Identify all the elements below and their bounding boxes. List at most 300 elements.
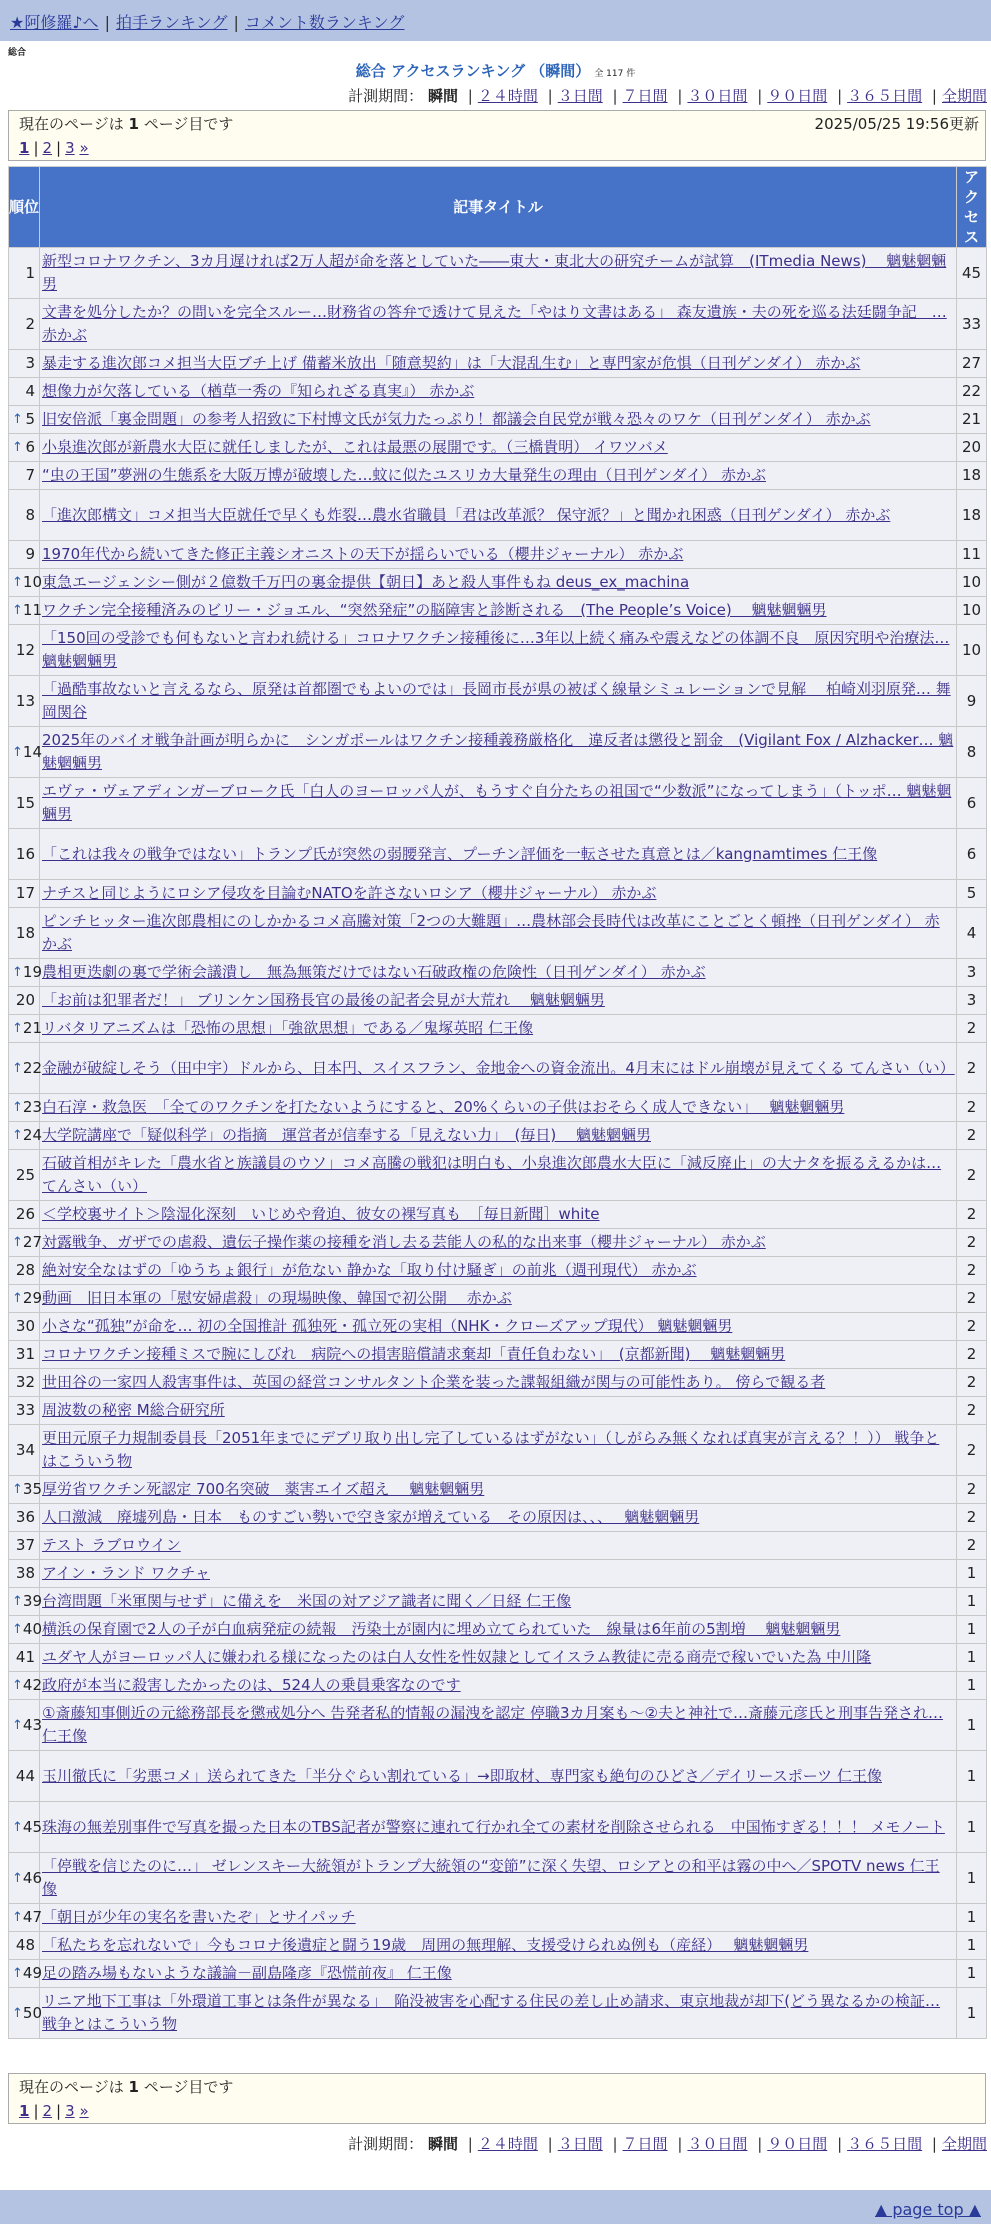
rank-cell (9, 1285, 40, 1313)
article-title-link[interactable]: 更田元原子力規制委員長「2051年までにデブリ取り出し完了しているはずがない」（しがらみ無くなれば真実が言える？！）） 戦争とはこういう物 (42, 1429, 940, 1470)
article-title-link[interactable]: 小泉進次郎が新農水大臣に就任しましたが、これは最悪の展開です。（三橋貴明） イワツバメ (42, 438, 668, 456)
rank-number: 38 (15, 1564, 35, 1582)
access-count: 2 (957, 1504, 987, 1532)
table-row (9, 406, 987, 434)
rank-up-arrow-icon: ↑ (12, 1235, 23, 1250)
rank-number: 37 (15, 1536, 35, 1554)
table-row (9, 676, 987, 727)
article-title-link[interactable]: リニア地下工事は「外環道工事とは条件が異なる」 陥没被害を心配する住民の差し止め請求、東京地裁が却下(どう異なるかの検証… 戦争とはこういう物 (42, 1992, 941, 2033)
title-cell (40, 1122, 957, 1150)
access-count: 1 (957, 1988, 987, 2039)
access-count: 2 (957, 1397, 987, 1425)
pager: 1 | 2 | 3 » (19, 2102, 89, 2120)
rank-up-arrow-icon: ↑ (12, 1622, 23, 1637)
rank-cell (9, 434, 40, 462)
rank-number: 35 (22, 1480, 42, 1498)
col-access-header: アクセス (957, 167, 987, 248)
rank-cell (9, 1201, 40, 1229)
article-title-link[interactable]: 暴走する進次郎コメ担当大臣ブチ上げ 備蓄米放出「随意契約」は「大混乱生む」と専門家が危惧（日刊ゲンダイ） 赤かぶ (42, 354, 861, 372)
article-title-link[interactable]: 世田谷の一家四人殺害事件は、英国の経営コンサルタント企業を装った諜報組織が関与の可能性あり。 傍らで観る者 (42, 1373, 826, 1391)
access-count: 3 (957, 987, 987, 1015)
table-row (9, 1229, 987, 1257)
table-row (9, 299, 987, 350)
article-title-link[interactable]: 東急エージェンシー側が２億数千万円の裏金提供【朝日】あと殺人事件もね deus_ex_machina (42, 573, 690, 591)
article-title-link[interactable]: 厚労省ワクチン死認定 700名突破 薬害エイズ超え 魑魅魍魎男 (42, 1480, 485, 1498)
rank-number: 28 (15, 1261, 35, 1279)
table-row (9, 1672, 987, 1700)
article-title-link[interactable]: ユダヤ人がヨーロッパ人に嫌われる様になったのは白人女性を性奴隷としてイスラム教徒に売る商売で稼いでいた為 中川隆 (42, 1648, 872, 1666)
table-row (9, 1932, 987, 1960)
period-90d[interactable]: ９０日間 (767, 87, 828, 105)
rank-cell (9, 350, 40, 378)
rank-number: 24 (22, 1126, 42, 1144)
rank-up-arrow-icon: ↑ (12, 1060, 23, 1076)
title-cell (40, 1588, 957, 1616)
access-count: 2 (957, 1043, 987, 1094)
table-row (9, 727, 987, 778)
rank-number: 47 (22, 1908, 42, 1926)
article-title-link[interactable]: エヴァ・ヴェアディンガーブローク氏「白人のヨーロッパ人が、もうすぐ自分たちの祖国で“少数派”になってしまう」（トッポ… 魑魅魍魎男 (42, 782, 952, 823)
access-count: 2 (957, 1201, 987, 1229)
period-365d[interactable]: ３６５日間 (847, 87, 923, 105)
access-count: 10 (957, 597, 987, 625)
table-row (9, 248, 987, 299)
article-title-link[interactable]: ナチスと同じようにロシア侵攻を目論むNATOを許さないロシア（櫻井ジャーナル） 赤かぶ (42, 884, 657, 902)
title-cell (40, 987, 957, 1015)
article-title-link[interactable]: 農相更迭劇の裏で学術会議潰し 無為無策だけではない石破政権の危険性（日刊ゲンダイ） 赤かぶ (42, 963, 706, 981)
title-cell (40, 1616, 957, 1644)
rank-cell (9, 1504, 40, 1532)
rank-number: 2 (25, 314, 35, 333)
rank-cell (9, 727, 40, 778)
page-1-link[interactable]: 1 (19, 139, 30, 157)
page-3-link[interactable]: 3 (65, 2102, 75, 2120)
article-title-link[interactable]: テスト ラブロウイン (42, 1536, 181, 1554)
table-row (9, 1988, 987, 2039)
article-title-link[interactable]: 石破首相がキレた「農水省と族議員のウソ」コメ高騰の戦犯は明白も、小泉進次郎農水大臣に「減反廃止」の大ナタを振るえるかは… てんさい（い） (42, 1154, 942, 1195)
pagination-top: 現在のページは 1 ページ目です 2025/05/25 19:56更新 1 | 2 | 3 » (8, 110, 986, 161)
rank-up-arrow-icon: ↑ (12, 1966, 23, 1981)
next-page-link[interactable]: » (79, 2102, 89, 2120)
article-title-link[interactable]: 珠海の無差別事件で写真を撮った日本のTBS記者が警察に連れて行かれ全ての素材を削除させられる 中国怖すぎる！！！ メモノート (42, 1817, 945, 1836)
rank-number: 17 (15, 884, 35, 902)
article-title-link[interactable]: 「お前は犯罪者だ！」 ブリンケン国務長官の最後の記者会見が大荒れ 魑魅魍魎男 (42, 991, 605, 1009)
access-count: 1 (957, 1588, 987, 1616)
title-cell (40, 1504, 957, 1532)
page-2-link[interactable]: 2 (42, 2102, 53, 2120)
article-title-link[interactable]: アイン・ランド ワクチャ (42, 1564, 210, 1582)
table-row (9, 1802, 987, 1853)
access-count: 1 (957, 1751, 987, 1802)
rank-up-arrow-icon: ↑ (12, 575, 23, 590)
rank-number: 13 (15, 691, 35, 710)
table-row (9, 1960, 987, 1988)
rank-up-arrow-icon: ↑ (12, 1819, 23, 1835)
rank-cell (9, 1802, 40, 1853)
rank-cell (9, 1476, 40, 1504)
home-link[interactable]: ★阿修羅♪へ (10, 13, 99, 32)
title-cell (40, 569, 957, 597)
table-row (9, 880, 987, 908)
access-count: 2 (957, 1015, 987, 1043)
rank-up-arrow-icon: ↑ (12, 412, 23, 427)
rank-cell (9, 829, 40, 880)
title-cell (40, 1313, 957, 1341)
article-title-link[interactable]: 足の踏み場もないような議論－副島隆彦『恐慌前夜』 仁王像 (42, 1964, 452, 1982)
rank-cell (9, 462, 40, 490)
article-title-link[interactable]: 小さな“孤独”が命を… 初の全国推計 孤独死・孤立死の実相（NHK・クローズアップ現代） 魑魅魍魎男 (42, 1317, 733, 1335)
title-cell (40, 1560, 957, 1588)
rank-cell (9, 1043, 40, 1094)
access-count: 1 (957, 1932, 987, 1960)
page-top-link[interactable]: ▲ page top ▲ (874, 2200, 981, 2219)
rank-up-arrow-icon: ↑ (12, 1870, 23, 1886)
article-title-link[interactable]: ピンチヒッター進次郎農相にのしかかるコメ高騰対策「2つの大難題」…農林部会長時代は改革にことごとく頓挫（日刊ゲンダイ） 赤かぶ (42, 912, 940, 953)
access-count: 1 (957, 1616, 987, 1644)
article-title-link[interactable]: 絶対安全なはずの「ゆうちょ銀行」が危ない 静かな「取り付け騒ぎ」の前兆（週刊現代） 赤かぶ (42, 1261, 697, 1279)
access-count: 21 (957, 406, 987, 434)
rank-number: 7 (25, 466, 35, 484)
access-count: 1 (957, 1700, 987, 1751)
rank-cell (9, 1015, 40, 1043)
access-count: 18 (957, 462, 987, 490)
rank-cell (9, 1532, 40, 1560)
rank-cell (9, 987, 40, 1015)
article-title-link[interactable]: 2025年のバイオ戦争計画が明らかに シンガポールはワクチン接種義務厳格化 違反者は懲役と罰金 (Vigilant Fox / Alzhacker… 魑魅魍魎男 (42, 731, 954, 772)
item-count: 全 117 件 (594, 69, 636, 79)
rank-cell (9, 248, 40, 299)
access-count: 2 (957, 1122, 987, 1150)
table-row (9, 1397, 987, 1425)
access-count: 2 (957, 1532, 987, 1560)
article-title-link[interactable]: 金融が破綻しそう（田中宇）ドルから、日本円、スイスフラン、金地金への資金流出。4月末にはドル崩壊が見えてくる てんさい（い） (42, 1058, 955, 1077)
col-title-header: 記事タイトル (40, 167, 957, 248)
article-title-link[interactable]: 「朝日が少年の実名を書いたぞ」とサイパッチ (42, 1908, 356, 1926)
table-row (9, 434, 987, 462)
access-count: 1 (957, 1853, 987, 1904)
title-cell (40, 625, 957, 676)
article-title-link[interactable]: “虫の王国”夢洲の生態系を大阪万博が破壊した…蚊に似たユスリカ大量発生の理由（日刊ゲンダイ） 赤かぶ (42, 466, 766, 484)
article-title-link[interactable]: 白石淳・救急医 「全てのワクチンを打たないようにすると、20%くらいの子供はおそらく成人できない」 魑魅魍魎男 (42, 1098, 845, 1116)
rank-number: 29 (22, 1289, 42, 1307)
access-count: 6 (957, 829, 987, 880)
rank-up-arrow-icon: ↑ (12, 2005, 23, 2021)
title-cell (40, 1043, 957, 1094)
rank-number: 30 (15, 1317, 35, 1335)
access-count: 3 (957, 959, 987, 987)
rank-cell (9, 1644, 40, 1672)
title-cell (40, 462, 957, 490)
access-count: 10 (957, 569, 987, 597)
rank-number: 39 (22, 1592, 42, 1610)
title-cell (40, 1988, 957, 2039)
article-title-link[interactable]: 動画 旧日本軍の「慰安婦虐殺」の現場映像、韓国で初公開 赤かぶ (42, 1289, 512, 1307)
article-title-link[interactable]: 新型コロナワクチン、3カ月遅ければ2万人超が命を落としていた――東大・東北大の研究チームが試算 (ITmedia News) 魑魅魍魎男 (42, 252, 947, 293)
period-3d[interactable]: ３日間 (557, 87, 603, 105)
table-row (9, 1504, 987, 1532)
period-3d[interactable]: ３日間 (557, 2135, 603, 2153)
article-title-link[interactable]: 「停戦を信じたのに…」 ゼレンスキー大統領がトランプ大統領の“変節”に深く失望、ロシアとの和平は霧の中へ／SPOTV news 仁王像 (42, 1857, 940, 1898)
table-row (9, 490, 987, 541)
article-title-link[interactable]: 旧安倍派「裏金問題」の参考人招致に下村博文氏が気力たっぷり！都議会自民党が戦々恐々のワケ（日刊ゲンダイ） 赤かぶ (42, 410, 871, 428)
rank-number: 42 (22, 1676, 42, 1694)
period-24h[interactable]: ２４時間 (477, 2135, 538, 2153)
page-title: 総合 アクセスランキング （瞬間） (355, 62, 591, 80)
table-row (9, 1853, 987, 1904)
period-current: 瞬間 (427, 2135, 458, 2153)
category-tag: 総合 (8, 48, 27, 58)
rank-number: 9 (25, 545, 35, 563)
table-row (9, 1644, 987, 1672)
title-cell (40, 778, 957, 829)
article-title-link[interactable]: ①斎藤知事側近の元総務部長を懲戒処分へ 告発者私的情報の漏洩を認定 停職3カ月案も～②夫と神社で…斎藤元彦氏と刑事告発され… 仁王像 (42, 1704, 943, 1745)
period-90d[interactable]: ９０日間 (767, 2135, 828, 2153)
table-row (9, 908, 987, 959)
rank-number: 10 (22, 573, 42, 591)
access-count: 1 (957, 1802, 987, 1853)
rank-cell (9, 1988, 40, 2039)
rank-number: 5 (25, 410, 35, 428)
rank-up-arrow-icon: ↑ (12, 1482, 23, 1497)
access-count: 1 (957, 1960, 987, 1988)
article-title-link[interactable]: 対露戦争、ガザでの虐殺、遺伝子操作薬の接種を消し去る芸能人の私的な出来事（櫻井ジャーナル） 赤かぶ (42, 1233, 766, 1251)
table-row (9, 1425, 987, 1476)
rank-cell (9, 1369, 40, 1397)
rank-cell (9, 569, 40, 597)
title-cell (40, 406, 957, 434)
rank-number: 26 (15, 1205, 35, 1223)
article-title-link[interactable]: 「150回の受診でも何もないと言われ続ける」コロナワクチン接種後に…3年以上続く痛みや震えなどの体調不良 原因究明や治療法… 魑魅魍魎男 (42, 629, 950, 670)
article-title-link[interactable]: ワクチン完全接種済みのビリー・ジョエル、“突然発症”の脳障害と診断される (The People’s Voice) 魑魅魍魎男 (42, 601, 827, 619)
title-cell (40, 350, 957, 378)
rank-cell (9, 959, 40, 987)
rank-number: 16 (15, 844, 35, 863)
title-cell (40, 378, 957, 406)
table-row (9, 1122, 987, 1150)
access-count: 22 (957, 378, 987, 406)
table-row (9, 378, 987, 406)
rank-cell (9, 1853, 40, 1904)
col-rank-header: 順位 (9, 167, 40, 248)
article-title-link[interactable]: 「過酷事故ないと言えるなら、原発は首都圏でもよいのでは」長岡市長が県の被ばく線量シミュレーションで見解 柏崎刈羽原発… 舞岡関谷 (42, 680, 951, 721)
article-title-link[interactable]: 政府が本当に殺害したかったのは、524人の乗員乗客なのです (42, 1676, 461, 1694)
access-count: 2 (957, 1425, 987, 1476)
rank-number: 20 (15, 991, 35, 1009)
table-row (9, 1201, 987, 1229)
rank-cell (9, 541, 40, 569)
comment-ranking-link[interactable]: コメント数ランキング (244, 13, 405, 32)
next-page-link[interactable]: » (79, 139, 89, 157)
title-cell (40, 1341, 957, 1369)
period-7d[interactable]: ７日間 (622, 87, 668, 105)
rank-cell (9, 1397, 40, 1425)
table-row (9, 829, 987, 880)
period-30d[interactable]: ３０日間 (687, 2135, 748, 2153)
rank-cell (9, 1700, 40, 1751)
table-row (9, 987, 987, 1015)
rank-up-arrow-icon: ↑ (12, 744, 23, 760)
access-count: 2 (957, 1094, 987, 1122)
access-count: 27 (957, 350, 987, 378)
rank-number: 23 (22, 1098, 42, 1116)
period-selector-top: 計測期間： 瞬間 | ２４時間 | ３日間 | ７日間 | ３０日間 | ９０日間 | ３６５日間 | 全期間 (348, 87, 987, 105)
rank-number: 46 (22, 1868, 42, 1887)
title-cell (40, 959, 957, 987)
period-all[interactable]: 全期間 (941, 2135, 987, 2153)
clap-ranking-link[interactable]: 拍手ランキング (115, 13, 228, 32)
rank-number: 32 (15, 1373, 35, 1391)
article-title-link[interactable]: 玉川徹氏に「劣悪コメ」送られてきた「半分ぐらい割れている」→即取材、専門家も絶句のひどさ／デイリースポーツ 仁王像 (42, 1766, 882, 1785)
access-count: 2 (957, 1285, 987, 1313)
table-row (9, 569, 987, 597)
rank-up-arrow-icon: ↑ (12, 1128, 23, 1143)
access-count: 2 (957, 1476, 987, 1504)
rank-number: 43 (22, 1715, 42, 1734)
article-title-link[interactable]: 想像力が欠落している（楢草一秀の『知られざる真実』） 赤かぶ (42, 382, 475, 400)
article-title-link[interactable]: 横浜の保育園で2人の子が白血病発症の続報 汚染土が園内に埋め立てられていた 線量は6年前の5割増 魑魅魍魎男 (42, 1620, 841, 1638)
rank-up-arrow-icon: ↑ (12, 1021, 23, 1036)
rank-cell (9, 378, 40, 406)
period-24h[interactable]: ２４時間 (477, 87, 538, 105)
page-2-link[interactable]: 2 (42, 139, 53, 157)
title-cell (40, 1672, 957, 1700)
rank-up-arrow-icon: ↑ (12, 1910, 23, 1925)
rank-cell (9, 597, 40, 625)
rank-cell (9, 1122, 40, 1150)
rank-number: 34 (15, 1440, 35, 1459)
article-title-link[interactable]: 1970年代から続いてきた修正主義シオニストの天下が揺らいでいる（櫻井ジャーナル） 赤かぶ (42, 545, 684, 563)
period-365d[interactable]: ３６５日間 (847, 2135, 923, 2153)
rank-up-arrow-icon: ↑ (12, 440, 23, 455)
rank-cell (9, 676, 40, 727)
table-row (9, 462, 987, 490)
rank-number: 18 (15, 923, 35, 942)
page-1-link[interactable]: 1 (19, 2102, 30, 2120)
rank-up-arrow-icon: ↑ (12, 965, 23, 980)
access-count: 4 (957, 908, 987, 959)
access-count: 45 (957, 248, 987, 299)
period-all[interactable]: 全期間 (941, 87, 987, 105)
rank-number: 21 (22, 1019, 42, 1037)
table-row (9, 1560, 987, 1588)
title-cell (40, 908, 957, 959)
access-count: 1 (957, 1644, 987, 1672)
rank-cell (9, 1341, 40, 1369)
article-title-link[interactable]: 周波数の秘密 M総合研究所 (42, 1401, 225, 1419)
rank-cell (9, 1425, 40, 1476)
table-row (9, 1043, 987, 1094)
rank-number: 6 (25, 438, 35, 456)
access-count: 1 (957, 1560, 987, 1588)
rank-number: 25 (15, 1165, 35, 1184)
rank-number: 22 (22, 1058, 42, 1077)
title-cell (40, 829, 957, 880)
rank-cell (9, 1960, 40, 1988)
article-title-link[interactable]: コロナワクチン接種ミスで腕にしびれ 病院への損害賠償請求棄却「責任負わない」 (京都新聞) 魑魅魍魎男 (42, 1345, 786, 1363)
article-title-link[interactable]: 大学院講座で「疑似科学」の指摘 運営者が信奉する「見えない力」 (毎日) 魑魅魍魎男 (42, 1126, 651, 1144)
rank-number: 40 (22, 1620, 42, 1638)
article-title-link[interactable]: 台湾問題「米軍関与せず」に備えを 米国の対アジア識者に聞く／日経 仁王像 (42, 1592, 572, 1610)
table-row (9, 1700, 987, 1751)
table-row (9, 1313, 987, 1341)
title-cell (40, 727, 957, 778)
access-count: 10 (957, 625, 987, 676)
period-30d[interactable]: ３０日間 (687, 87, 748, 105)
title-cell (40, 1369, 957, 1397)
rank-cell (9, 1150, 40, 1201)
access-count: 2 (957, 1369, 987, 1397)
title-cell (40, 1015, 957, 1043)
table-row (9, 1257, 987, 1285)
page-3-link[interactable]: 3 (65, 139, 75, 157)
access-count: 2 (957, 1229, 987, 1257)
rank-cell (9, 1560, 40, 1588)
rank-number: 4 (25, 382, 35, 400)
title-cell (40, 1751, 957, 1802)
title-cell (40, 1802, 957, 1853)
rank-up-arrow-icon: ↑ (12, 603, 23, 618)
article-title-link[interactable]: 「進次郎構文」コメ担当大臣就任で早くも炸裂…農水省職員「君は改革派？ 保守派？」と聞かれ困惑（日刊ゲンダイ） 赤かぶ (42, 505, 891, 524)
rank-number: 50 (22, 2003, 42, 2022)
access-count: 2 (957, 1313, 987, 1341)
rank-up-arrow-icon: ↑ (12, 1717, 23, 1733)
rank-cell (9, 1588, 40, 1616)
rank-cell (9, 880, 40, 908)
title-cell (40, 1201, 957, 1229)
rank-cell (9, 1932, 40, 1960)
top-nav-bar: ★阿修羅♪へ | 拍手ランキング | コメント数ランキング (0, 0, 991, 41)
table-row (9, 1369, 987, 1397)
article-title-link[interactable]: リバタリアニズムは「恐怖の思想」「強欲思想」である／鬼塚英昭 仁王像 (42, 1019, 534, 1037)
rank-cell (9, 1751, 40, 1802)
pagination-bottom: 現在のページは 1 ページ目です 1 | 2 | 3 » (8, 2073, 986, 2124)
period-7d[interactable]: ７日間 (622, 2135, 668, 2153)
pager: 1 | 2 | 3 » (19, 139, 89, 157)
table-row (9, 1150, 987, 1201)
table-row (9, 625, 987, 676)
title-cell (40, 1397, 957, 1425)
access-count: 2 (957, 1257, 987, 1285)
rank-number: 49 (22, 1964, 42, 1982)
rank-number: 36 (15, 1508, 35, 1526)
rank-number: 27 (22, 1233, 42, 1251)
access-count: 2 (957, 1150, 987, 1201)
rank-number: 14 (22, 742, 42, 761)
rank-number: 11 (22, 601, 42, 619)
rank-cell (9, 908, 40, 959)
table-row (9, 1904, 987, 1932)
access-count: 1 (957, 1904, 987, 1932)
article-title-link[interactable]: ＜学校裏サイト＞陰湿化深刻 いじめや脅迫、彼女の裸写真も ［毎日新聞］white (42, 1205, 600, 1223)
access-count: 5 (957, 880, 987, 908)
article-title-link[interactable]: 文書を処分したか？の問いを完全スルー…財務省の答弁で透けて見えた「やはり文書はある」 森友遺族・夫の死を巡る法廷闘争記 … 赤かぶ (42, 303, 947, 344)
rank-up-arrow-icon: ↑ (12, 1594, 23, 1609)
table-row (9, 1532, 987, 1560)
article-title-link[interactable]: 「これは我々の戦争ではない」トランプ氏が突然の弱腰発言、プーチン評価を一転させた真意とは／kangnamtimes 仁王像 (42, 844, 878, 863)
table-row (9, 1285, 987, 1313)
title-cell (40, 1285, 957, 1313)
title-cell (40, 1425, 957, 1476)
table-row (9, 1015, 987, 1043)
rank-number: 41 (15, 1648, 35, 1666)
article-title-link[interactable]: 人口激減 廃墟列島・日本 ものすごい勢いで空き家が増えている その原因は、、、 魑魅魍魎男 (42, 1508, 700, 1526)
article-title-link[interactable]: 「私たちを忘れないで」今もコロナ後遺症と闘う19歳 周囲の無理解、支援受けられぬ例も（産経） 魑魅魍魎男 (42, 1936, 809, 1954)
ranking-table (8, 166, 987, 2039)
title-cell (40, 1257, 957, 1285)
rank-number: 33 (15, 1401, 35, 1419)
rank-cell (9, 778, 40, 829)
rank-cell (9, 1257, 40, 1285)
